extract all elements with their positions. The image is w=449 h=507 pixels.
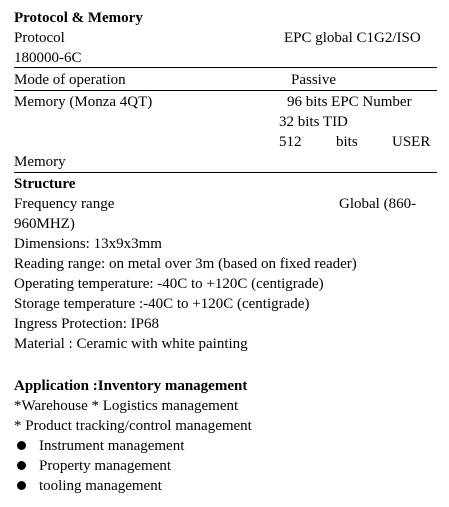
divider — [14, 172, 437, 173]
protocol-value-cont: 180000-6C — [14, 50, 82, 66]
divider — [14, 67, 437, 68]
bullet-icon — [17, 461, 26, 470]
memory-user-bits: bits — [336, 134, 358, 150]
memory-user-cont: Memory — [14, 154, 66, 170]
memory-epc: 96 bits EPC Number — [287, 94, 412, 110]
ingress-protection: Ingress Protection: IP68 — [14, 316, 159, 332]
material: Material : Ceramic with white painting — [14, 336, 248, 352]
divider — [14, 90, 437, 91]
memory-user-word: USER — [392, 134, 431, 150]
frequency-value: Global (860- — [339, 196, 417, 212]
application-line: * Product tracking/control management — [14, 418, 252, 434]
reading-range: Reading range: on metal over 3m (based on fixed reader) — [14, 256, 357, 272]
bullet-icon — [17, 441, 26, 450]
frequency-value-cont: 960MHZ) — [14, 216, 75, 232]
storage-temperature: Storage temperature :-40C to +120C (centigrade) — [14, 296, 310, 312]
list-item: Instrument management — [39, 438, 185, 454]
mode-label: Mode of operation — [14, 72, 126, 88]
application-heading: Application :Inventory management — [14, 378, 248, 394]
frequency-label: Frequency range — [14, 196, 115, 212]
dimensions: Dimensions: 13x9x3mm — [14, 236, 162, 252]
operating-temperature: Operating temperature: -40C to +120C (centigrade) — [14, 276, 324, 292]
memory-user-num: 512 — [279, 134, 302, 150]
memory-tid: 32 bits TID — [279, 114, 348, 130]
protocol-memory-heading: Protocol & Memory — [14, 10, 143, 26]
structure-heading: Structure — [14, 176, 76, 192]
memory-label: Memory (Monza 4QT) — [14, 94, 153, 110]
application-line: *Warehouse * Logistics management — [14, 398, 239, 414]
bullet-icon — [17, 481, 26, 490]
list-item: Property management — [39, 458, 172, 474]
protocol-value: EPC global C1G2/ISO — [284, 30, 421, 46]
mode-value: Passive — [291, 72, 336, 88]
protocol-label: Protocol — [14, 30, 65, 46]
list-item: tooling management — [39, 478, 162, 494]
